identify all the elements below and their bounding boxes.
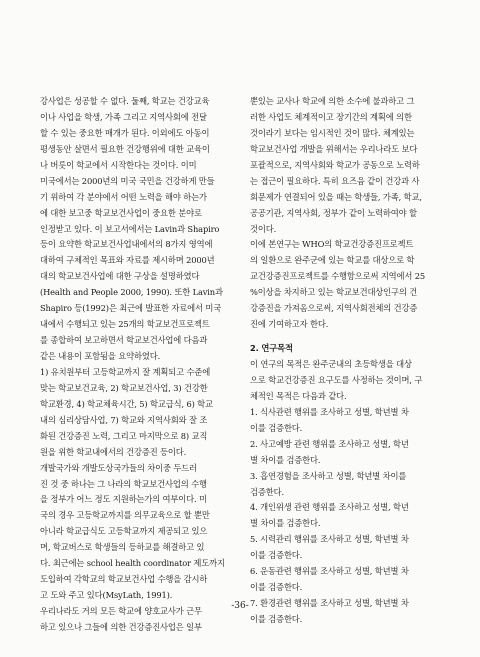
section-heading: 2. 연구목적: [250, 343, 293, 354]
text-line: 우리나라도 거의 모든 학교에 양호교사가 근무: [40, 606, 202, 616]
text-line: 러한 사업도 체계적이고 장기간의 계획에 의한: [250, 111, 412, 122]
text-line: 화된 건강증진 노력, 그리고 마지막으로 8) 교직: [40, 430, 208, 441]
text-line: 으로 학교건강증진 요구도를 사정하는 것이며, 구: [250, 374, 423, 385]
text-line: 원을 위한 학교내에서의 건강증진 등이다.: [40, 446, 187, 457]
text-line: 이를 검증한다.: [250, 422, 303, 433]
text-line: 이를 검증한다.: [250, 614, 303, 624]
text-line: 인정받고 있다. 이 보고서에서는 Lavin과 Shapiro: [40, 223, 220, 234]
text-line: 내의 심리상담사업, 7) 학교와 지역사회와 잘 조: [40, 414, 208, 425]
text-line: 도입하여 각학교의 학교보건사업 수행을 감시하: [40, 574, 208, 585]
right-column: [250, 94, 446, 628]
text-line: Shapiro 등(1992)은 최근에 발표한 자료에서 미국: [40, 303, 222, 314]
text-line: 별 차이를 검증한다.: [250, 454, 321, 465]
text-line: 강증진을 가져옴으로써, 지역사회전체의 건강증: [250, 303, 418, 314]
text-line: 4. 개인위생 관련 행위를 조사하고 성별, 학년: [250, 502, 409, 513]
text-line: 3. 흡연경험을 조사하고 성별, 학년별 차이를: [250, 470, 407, 481]
text-line: 의 일환으로 완주군에 있는 학교를 대상으로 학: [250, 255, 415, 266]
text-line: 것이다.: [250, 223, 277, 234]
text-line: 같은 내용이 포함됨을 요약하였다.: [40, 351, 161, 361]
text-line: 내에서 수행되고 있는 25개의 학교보건프로젝트: [40, 319, 210, 330]
text-line: 을 정부가 어느 정도 지원하는가의 여부이다. 미: [40, 494, 207, 505]
text-line: 진 것 중 하나는 그 나라의 학교보건사업의 수행: [40, 478, 207, 489]
text-line: 회문제가 연결되어 있을 때는 학생들, 가족, 학교,: [250, 191, 422, 202]
text-line: 를 종합하여 보고하면서 학교보건사업에 다음과: [40, 335, 208, 346]
text-line: 고 도와 주고 있다(MsyLath, 1991).: [40, 590, 173, 601]
text-line: 기 위하여 각 분야에서 어떤 노력을 해야 하는가: [40, 191, 207, 202]
text-line: 체적인 목적은 다음과 같다.: [250, 390, 347, 401]
text-line: 1) 유치원부터 고등학교까지 잘 계획되고 수준에: [40, 366, 211, 377]
text-line: 학교보건사업 개발을 위해서는 우리나라도 보다: [250, 143, 418, 154]
text-line: %이상을 차지하고 있는 학교보건대상인구의 건: [250, 287, 418, 298]
text-line: 하고 있으나 그들에 의한 건강증진사업은 일부: [40, 621, 202, 632]
text-line: 할 수 있는 중요한 매개가 된다. 이외에도 아동이: [40, 127, 210, 138]
intro-continuation: [250, 94, 446, 333]
text-line: 교건강증진프로젝트를 수행함으로써 지역에서 25: [250, 271, 426, 282]
text-line: 는 접근이 필요하다. 특히 요즈음 같이 건강과 사: [250, 175, 420, 186]
text-line: 2. 사고예방 관련 행위를 조사하고 성별, 학년: [250, 438, 409, 449]
text-line: 며, 학교버스로 학생들의 등하교를 해결하고 있: [40, 542, 205, 553]
text-line: 이를 검증한다.: [250, 550, 303, 561]
text-line: 이 연구의 목적은 완주군내의 초등학생을 대상: [250, 359, 412, 369]
text-line: 검증한다.: [250, 486, 284, 497]
text-line: 것이라기 보다는 임시적인 것이 많다. 체계있는: [250, 127, 415, 138]
text-line: 이를 검증한다.: [250, 582, 303, 593]
text-line: 학교환경, 4) 학교체육시간, 5) 학교급식, 6) 학교: [40, 398, 213, 409]
text-line: 다. 최근에는 school health coordinator 제도까지: [40, 558, 225, 569]
text-line: 이에 본연구는 WHO의 학교건강증진프로젝트: [250, 239, 414, 250]
text-line: 이나 사업을 학생, 가족 그리고 지역사회에 전달: [40, 111, 207, 122]
text-line: (Health and People 2000, 1990). 또한 Lavin과: [40, 287, 223, 298]
text-line: 6. 운동관련 행위를 조사하고 성별, 학년별 차: [250, 566, 409, 577]
text-line: 별 차이를 검증한다.: [250, 518, 321, 529]
left-column: [40, 94, 238, 636]
text-line: 국의 경우 고등학교까지를 의무교육으로 할 뿐만: [40, 510, 210, 521]
section-gap: [250, 333, 446, 341]
text-line: 대의 학교보건사업에 대한 구상을 설명하였다: [40, 271, 200, 282]
text-line: 7. 환경관련 행위를 조사하고 성별, 학년별 차: [250, 598, 409, 609]
text-line: 뿐있는 교사나 학교에 의한 소수에 불과하고 그: [250, 96, 415, 106]
text-line: 5. 시력관리 행위를 조사하고 성별, 학년별 차: [250, 534, 409, 545]
text-line: 강사업은 성공할 수 없다. 둘째, 학교는 건강교육: [40, 96, 210, 106]
text-line: 에 대한 보고중 학교보건사업이 중요한 분야로: [40, 207, 202, 218]
text-line: 개발국가와 개발도상국가들의 차이중 두드러: [40, 462, 197, 473]
page-number: -36-: [231, 601, 249, 611]
text-line: 1. 식사관련 행위를 조사하고 성별, 학년별 차: [250, 406, 409, 417]
text-line: 평생동안 살면서 필요한 건강행위에 대한 교육이: [40, 143, 210, 154]
text-line: 포괄적으로, 지역사회와 학교가 공동으로 노력하: [250, 159, 420, 170]
text-line: 대하여 구체적인 목표와 자료를 제시하며 2000년: [40, 255, 215, 266]
text-line: 맞는 학교보건교육, 2) 학교보건사업, 3) 건강한: [40, 382, 208, 393]
text-line: 미국에서는 2000년의 미국 국민을 건강하게 만들: [40, 175, 215, 186]
text-line: 나 버릇이 학교에서 시작한다는 것이다. 이미: [40, 159, 197, 170]
text-line: 진에 기여하고자 한다.: [250, 319, 329, 330]
purpose-paragraph: [250, 357, 446, 628]
text-line: 공공기관, 지역사회, 정부가 같이 노력하여야 할: [250, 207, 417, 218]
text-line: 등이 요약한 학교보건사업내에서의 8가지 영역에: [40, 239, 213, 250]
text-line: 아니라 학교급식도 고등학교까지 제공되고 있으: [40, 526, 208, 537]
